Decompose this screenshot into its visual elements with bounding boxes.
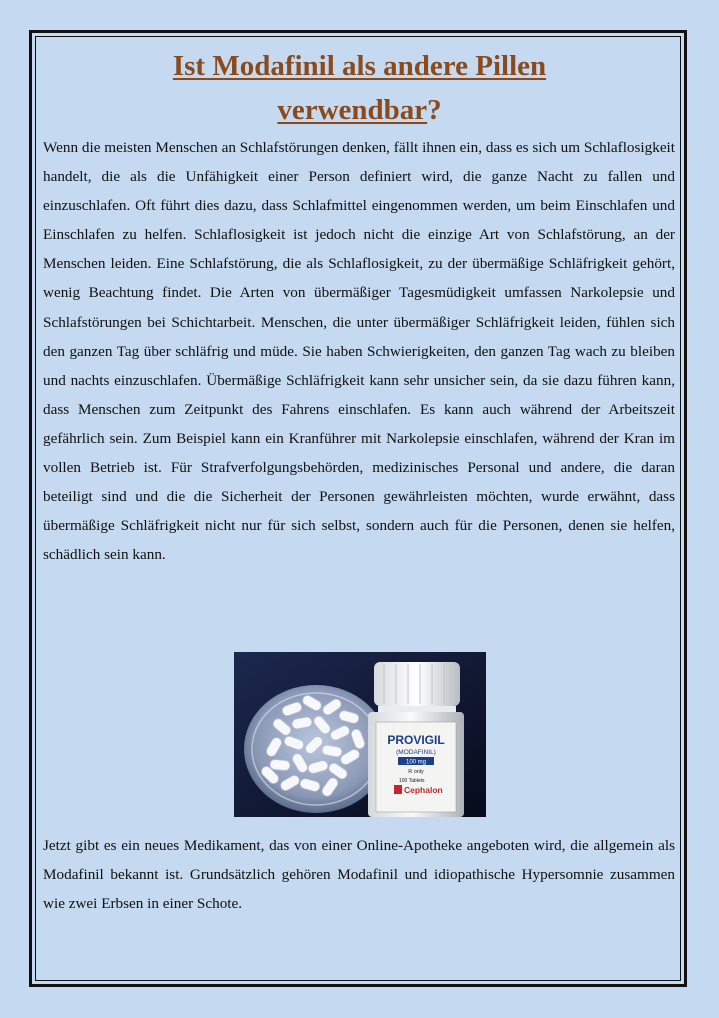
- bottle-cap: [374, 662, 460, 706]
- pill-bottle-illustration: [234, 652, 486, 817]
- label-rx: R only: [408, 769, 424, 775]
- label-dose: 100 mg: [405, 759, 427, 766]
- page-title: [40, 44, 679, 132]
- label-maker: Cephalon: [404, 785, 443, 795]
- title-line-1: Ist Modafinil als andere Pillen: [172, 50, 547, 82]
- cephalon-logo-icon: [394, 785, 402, 794]
- title-line-2: verwendbar: [277, 94, 428, 126]
- label-count: 100 Tablets: [399, 778, 425, 784]
- body-paragraph-1: Wenn die meisten Menschen an Schlafstörungen denken, fällt ihnen ein, dass es sich um Schlaflosigkeit handelt, die als die Unfähigkeit einer Person definiert wird, die ganze Nacht zu fallen und einzuschlafen. Oft führt dies dazu, dass Schlafmittel eingenommen werden, um beim Einschlafen und Einschlafen zu helfen. Schlaflosigkeit ist jedoch nicht die einzige Art von Schlafstörung, an der Menschen leiden. Eine Schlafstörung, die als Schlaflosigkeit, zu der übermäßige Schläfrigkeit gehört, wenig Beachtung findet. Die Arten von übermäßiger Tagesmüdigkeit umfassen Narkolepsie und Schlafstörungen bei Schichtarbeit. Menschen, die unter übermäßiger Schläfrigkeit leiden, fühlen sich den ganzen Tag über schläfrig und müde. Sie haben Schwierigkeiten, den ganzen Tag wach zu bleiben und nachts einzuschlafen. Übermäßige Schläfrigkeit kann sehr unsicher sein, da sie dazu führen kann, dass Menschen zum Zeitpunkt des Fahrens einschlafen. Es kann auch während der Arbeitszeit gefährlich sein. Zum Beispiel kann ein Kranführer mit Narkolepsie einschlafen, während der Kran im vollen Betrieb ist. Für Strafverfolgungsbehörden, medizinisches Personal und andere, die daran beteiligt sind und die die Sicherheit der Personen gewährleisten möchten, wurde erwähnt, dass übermäßige Schläfrigkeit nicht nur für sich selbst, sondern auch für die Personen, denen sie helfen, schädlich sein kann.: [43, 139, 675, 564]
- title-question-mark: ?: [427, 94, 442, 126]
- body-paragraph-2: Jetzt gibt es ein neues Medikament, das von einer Online-Apotheke angeboten wird, die allgemein als Modafinil bekannt ist. Grundsätzlich gehören Modafinil und idiopathische Hypersomnie zusammen wie zwei Erbsen in einer Schote.: [43, 837, 675, 913]
- label-brand: PROVIGIL: [387, 733, 445, 747]
- medication-photo: [234, 652, 486, 817]
- label-generic: (MODAFINIL): [396, 749, 436, 756]
